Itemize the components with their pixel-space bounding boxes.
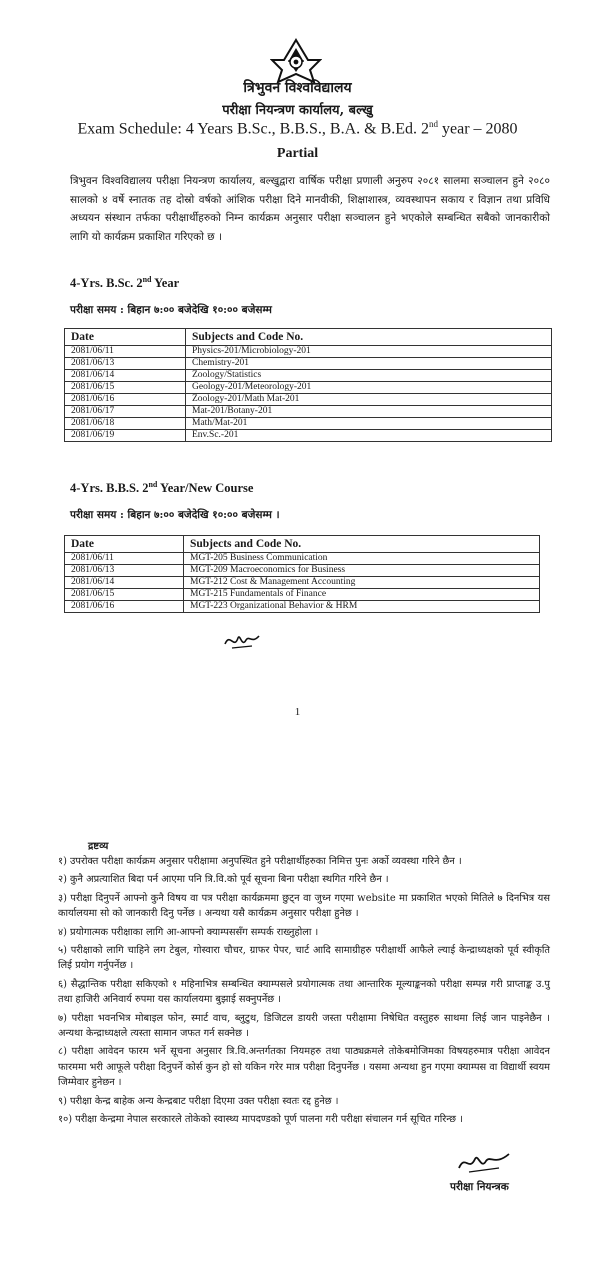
table-row xyxy=(65,565,540,577)
row-date: 2081/06/16 xyxy=(65,601,184,613)
list-item: ४) प्रयोगात्मक परीक्षाका लागि आ-आफ्नो क्याम्पससँग सम्पर्क राख्नुहोला । xyxy=(58,926,319,938)
notes-heading: द्रष्टव्य xyxy=(88,841,109,852)
intro-paragraph: त्रिभुवन विश्वविद्यालय परीक्षा नियन्त्रण कार्यालय, बल्खुद्वारा वार्षिक परीक्षा प्रणाली अनुरुप २०८१ सालमा सञ्चालन हुने २०८० सालको ४ वर्षे स्नातक तह दोस्रो वर्षको आंशिक परीक्षा दिने मानवीकी, शिक्षाशास्त्र, व्यवस्थापन सकाय र विज्ञान तथा प्रविधि अध्ययन संस्थान तर्फका परीक्षार्थीहरुको निम्न कार्यक्रम अनुसार परीक्षा सञ्चालन हुने भएकोले सम्बन्धित सबैको जानकारीको लागि यो कार्यक्रम प्रकाशित गरिएको छ । xyxy=(70,175,550,243)
exam-time-bbs: परीक्षा समय : बिहान ७:०० बजेदेखि १०:०० बजेसम्म । xyxy=(70,509,280,521)
row-date: 2081/06/14 xyxy=(65,370,186,382)
table-row xyxy=(65,382,552,394)
row-date: 2081/06/13 xyxy=(65,358,186,370)
list-item: १) उपरोक्त परीक्षा कार्यक्रम अनुसार परीक्षामा अनुपस्थित हुने परीक्षार्थीहरुका निमित्त पुनः अर्को व्यवस्था गरिने छैन । xyxy=(58,856,462,867)
row-subject: MGT-205 Business Communication xyxy=(184,553,540,565)
row-subject: Chemistry-201 xyxy=(186,358,552,370)
table-row xyxy=(65,418,552,430)
list-item: १०) परीक्षा केन्द्रमा नेपाल सरकारले तोकेको स्वास्थ्य मापदण्डको पूर्ण पालना गरी परीक्षा संचालन गर्न सूचित गरिन्छ । xyxy=(58,1114,463,1126)
list-item: ६) सैद्धान्तिक परीक्षा सकिएको १ महिनाभित्र सम्बन्धित क्याम्पसले प्रयोगात्मक तथा आन्तारिक मूल्याङ्कनको परीक्षा सम्पन्न गरी प्राप्ताङ्क उ.पु तथा हाजिरी अनिवार्य रुपमा यस कार्यालयमा बुझाई सक्नुपर्नेछ । xyxy=(58,978,550,1006)
exam-schedule-title: Exam Schedule: 4 Years B.Sc., B.B.S., B.A. & B.Ed. 2nd year – 2080 xyxy=(77,119,518,138)
controller-signature-icon xyxy=(455,1150,513,1176)
row-date: 2081/06/15 xyxy=(65,589,184,601)
row-subject: MGT-209 Macroeconomics for Business xyxy=(184,565,540,577)
table-row xyxy=(65,358,552,370)
table-row xyxy=(65,406,552,418)
table-row xyxy=(65,346,552,358)
row-subject: Env.Sc.-201 xyxy=(186,430,552,442)
row-date: 2081/06/16 xyxy=(65,394,186,406)
row-subject: Zoology-201/Math Mat-201 xyxy=(186,394,552,406)
section-heading-bsc: 4-Yrs. B.Sc. 2nd Year xyxy=(70,275,180,291)
column-header-subject: Subjects and Code No. xyxy=(184,536,540,553)
table-row xyxy=(65,394,552,406)
column-header-date: Date xyxy=(65,536,184,553)
row-date: 2081/06/15 xyxy=(65,382,186,394)
row-subject: Physics-201/Microbiology-201 xyxy=(186,346,552,358)
row-subject: MGT-215 Fundamentals of Finance xyxy=(184,589,540,601)
table-row xyxy=(65,589,540,601)
signature-mark-icon xyxy=(222,630,262,652)
office-name: परीक्षा नियन्त्रण कार्यालय, बल्खु xyxy=(222,103,373,118)
page-number: 1 xyxy=(294,706,301,718)
university-name: त्रिभुवन विश्वविद्यालय xyxy=(243,80,352,96)
table-row xyxy=(65,370,552,382)
row-date: 2081/06/19 xyxy=(65,430,186,442)
row-date: 2081/06/14 xyxy=(65,577,184,589)
list-item: ५) परीक्षाको लागि चाहिने लग टेबुल, गोस्वारा चौचर, ग्राफर पेपर, चार्ट आदि सामाग्रीहरु परीक्षार्थी आफैले ल्याई केन्द्राध्यक्षको पूर्व स्वीकृति लिई प्रयोग गर्नुपर्नेछ । xyxy=(58,945,550,972)
table-row xyxy=(65,577,540,589)
row-date: 2081/06/13 xyxy=(65,565,184,577)
table-header-row xyxy=(65,536,540,553)
table-row xyxy=(65,430,552,442)
list-item: २) कुनै अप्रत्याशित बिदा पर्न आएमा पनि त्रि.वि.को पूर्व सूचना बिना परीक्षा स्थगित गरिने छैन । xyxy=(58,874,389,886)
table-header-row xyxy=(65,329,552,346)
schedule-table-bsc xyxy=(64,328,552,442)
table-row xyxy=(65,601,540,613)
list-item: ७) परीक्षा भवनभित्र मोबाइल फोन, स्मार्ट वाच, ब्लुटुथ, डिजिटल डायरी जस्ता परीक्षामा निषेधित वस्तुहरु साथमा लिई जान पाइनेछैन । अन्यथा केन्द्राध्यक्षले त्यस्ता सामान जफत गर्न सक्नेछ । xyxy=(58,1012,550,1040)
row-subject: MGT-212 Cost & Management Accounting xyxy=(184,577,540,589)
schedule-table-bbs xyxy=(64,535,540,613)
row-subject: Zoology/Statistics xyxy=(186,370,552,382)
exam-time-bsc: परीक्षा समय : बिहान ७:०० बजेदेखि १०:०० बजेसम्म xyxy=(70,304,272,316)
list-item: ९) परीक्षा केन्द्र बाहेक अन्य केन्द्रबाट परीक्षा दिएमा उक्त परीक्षा स्वतः रद्द हुनेछ । xyxy=(58,1095,339,1107)
row-date: 2081/06/11 xyxy=(65,346,186,358)
row-date: 2081/06/17 xyxy=(65,406,186,418)
column-header-date: Date xyxy=(65,329,186,346)
row-subject: Mat-201/Botany-201 xyxy=(186,406,552,418)
row-subject: Math/Mat-201 xyxy=(186,418,552,430)
row-subject: MGT-223 Organizational Behavior & HRM xyxy=(184,601,540,613)
list-item: ८) परीक्षा आवेदन फारम भर्ने सूचना अनुसार त्रि.वि.अन्तर्गतका नियमहरु तथा पाठ्यक्रमले तोकेबमोजिमका विषयहरुमात्र परीक्षा आवेदन फारममा भरी आफूले परीक्षा दिनुपर्ने कोर्स कुन हो सो यकिन गरेर मात्र परीक्षा दिनुपर्नेछ । यसमा अन्यथा हुन गएमा क्याम्पस वा विद्यार्थी स्वयम जिम्मेवार हुनेछन । xyxy=(58,1046,550,1089)
exam-subtitle: Partial xyxy=(276,146,319,161)
column-header-subject: Subjects and Code No. xyxy=(186,329,552,346)
row-date: 2081/06/11 xyxy=(65,553,184,565)
signatory-title: परीक्षा नियन्त्रक xyxy=(450,1181,509,1193)
section-heading-bbs: 4-Yrs. B.B.S. 2nd Year/New Course xyxy=(70,480,254,496)
row-subject: Geology-201/Meteorology-201 xyxy=(186,382,552,394)
list-item: ३) परीक्षा दिनुपर्ने आफ्नो कुनै विषय वा पत्र परीक्षा कार्यक्रममा छुट्न वा जुध्न गएमा website मा प्रकाशित भएको मितिले ७ दिनभित्र यस कार्यालयमा सो को जानकारी दिनु पर्नेछ । अन्यथा यसै कार्यक्रम अनुसार परीक्षा हुनेछ । xyxy=(58,892,550,920)
table-row xyxy=(65,553,540,565)
notes-list xyxy=(58,854,550,1131)
row-date: 2081/06/18 xyxy=(65,418,186,430)
